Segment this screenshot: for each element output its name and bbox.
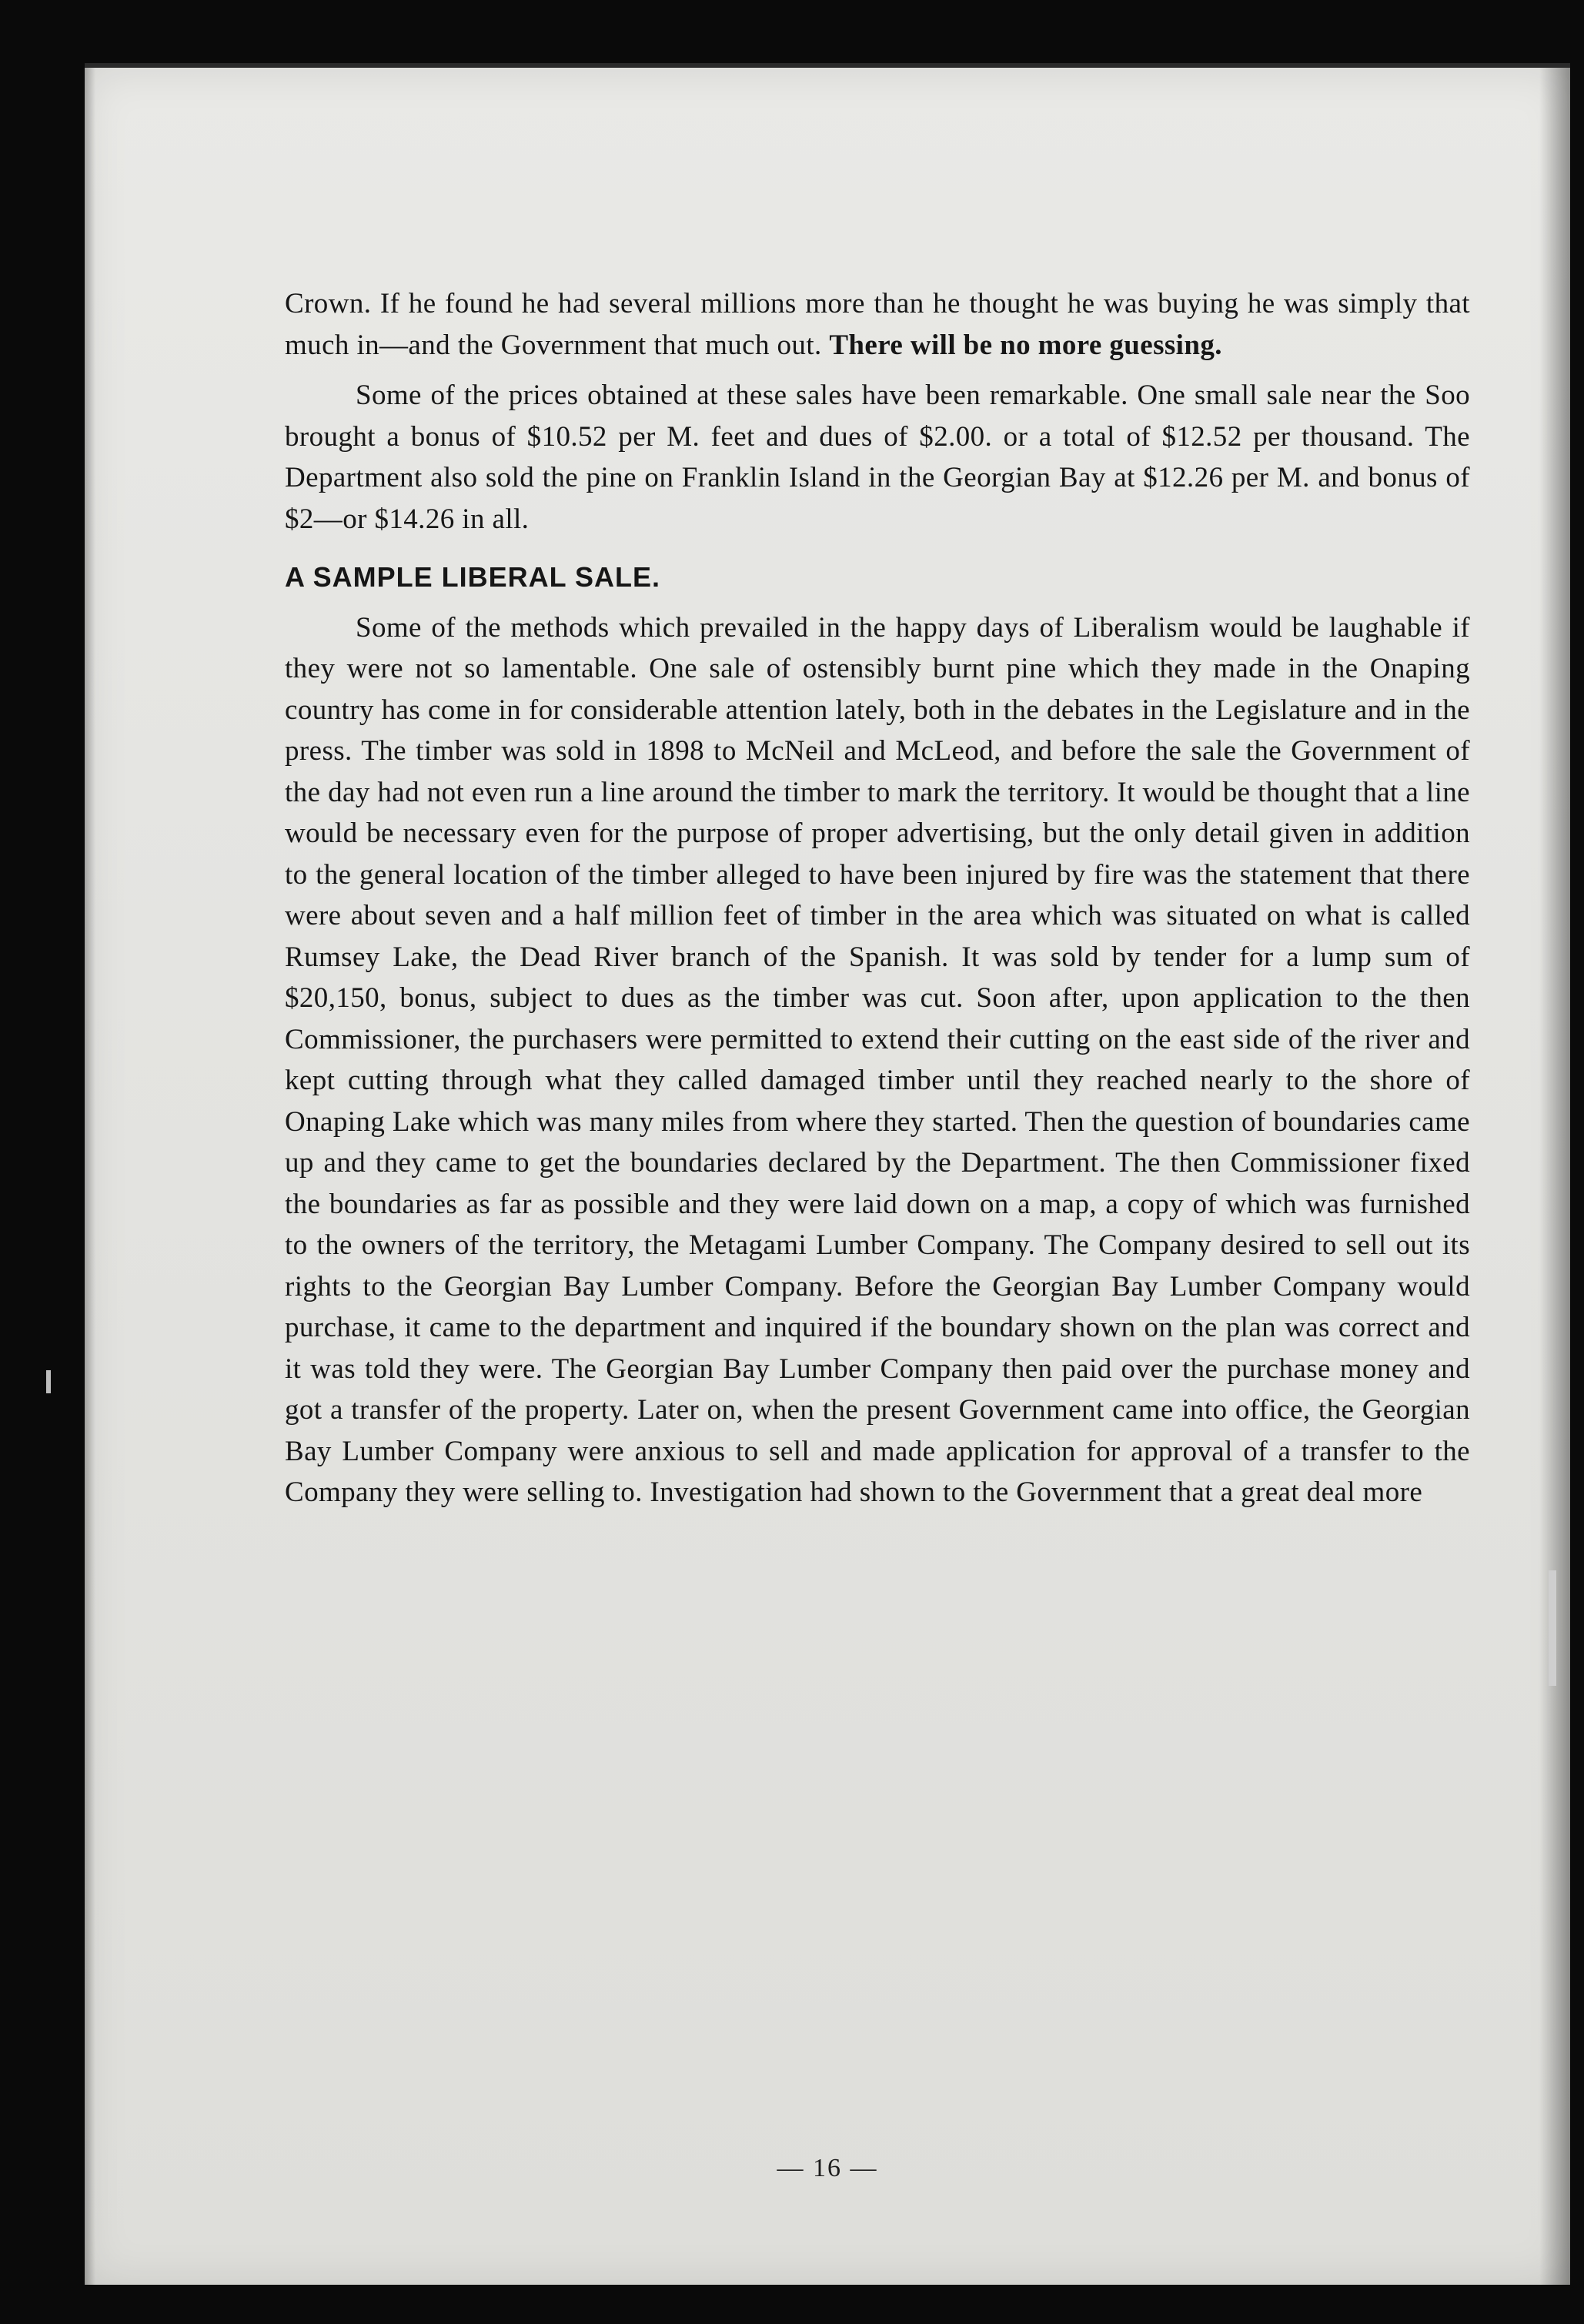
paragraph-1-emphasis: There will be no more guessing. [829,329,1222,361]
scan-artifact-left [46,1370,51,1393]
paragraph-1-text: Crown. If he found he had several millions more than he thought he was buying he was simply that much in—and the Government that much out. [285,288,1470,361]
page-body [285,283,1470,1523]
document-page [85,63,1570,2285]
paragraph-1 [285,283,1470,366]
paragraph-3: Some of the methods which prevailed in the happy days of Liberalism would be laughable if they were not so lamentable. One sale of ostensibly burnt pine which they made in the Onaping country has come in for considerable attention lately, both in the debates in the Legislature and in the press. The timber was sold in 1898 to McNeil and McLeod, and before the sale the Government of the day had not even run a line around the timber to mark the territory. It would be thought that a line would be necessary even for the purpose of proper advertising, but the only detail given in addition to the general location of the timber alleged to have been injured by fire was the statement that there were about seven and a half million feet of timber in the area which was situated on what is called Rumsey Lake, the Dead River branch of the Spanish. It was sold by tender for a lump sum of $20,150, bonus, subject to dues as the timber was cut. Soon after, upon application to the then Commissioner, the purchasers were permitted to extend their cutting on the east side of the river and kept cutting through what they called damaged timber until they reached nearly to the shore of Onaping Lake which was many miles from where they started. Then the question of boundaries came up and they came to get the boundaries declared by the Department. The then Commissioner fixed the boundaries as far as possible and they were laid down on a map, a copy of which was furnished to the owners of the territory, the Metagami Lumber Company. The Company desired to sell out its rights to the Georgian Bay Lumber Company. Before the Georgian Bay Lumber Company would purchase, it came to the department and inquired if the boundary shown on the plan was correct and it was told they were. The Georgian Bay Lumber Company then paid over the purchase money and got a transfer of the property. Later on, when the present Government came into office, the Georgian Bay Lumber Company were anxious to sell and made application for approval of a transfer to the Company they were selling to. Investigation had shown to the Government that a great deal more [285,611,1470,1508]
spine-shadow [1539,68,1570,2285]
scan-artifact-right [1549,1570,1556,1686]
page-number: — 16 — [777,2154,878,2182]
paragraph-2: Some of the prices obtained at these sales have been remarkable. One small sale near the Soo brought a bonus of $10.52 per M. feet and dues of $2.00. or a total of $12.52 per thousand. The Department also sold the pine on Franklin Island in the Georgian Bay at $12.26 per M. and bonus of $2—or $14.26 in all. [285,380,1470,535]
section-heading: A SAMPLE LIBERAL SALE. [285,561,661,593]
